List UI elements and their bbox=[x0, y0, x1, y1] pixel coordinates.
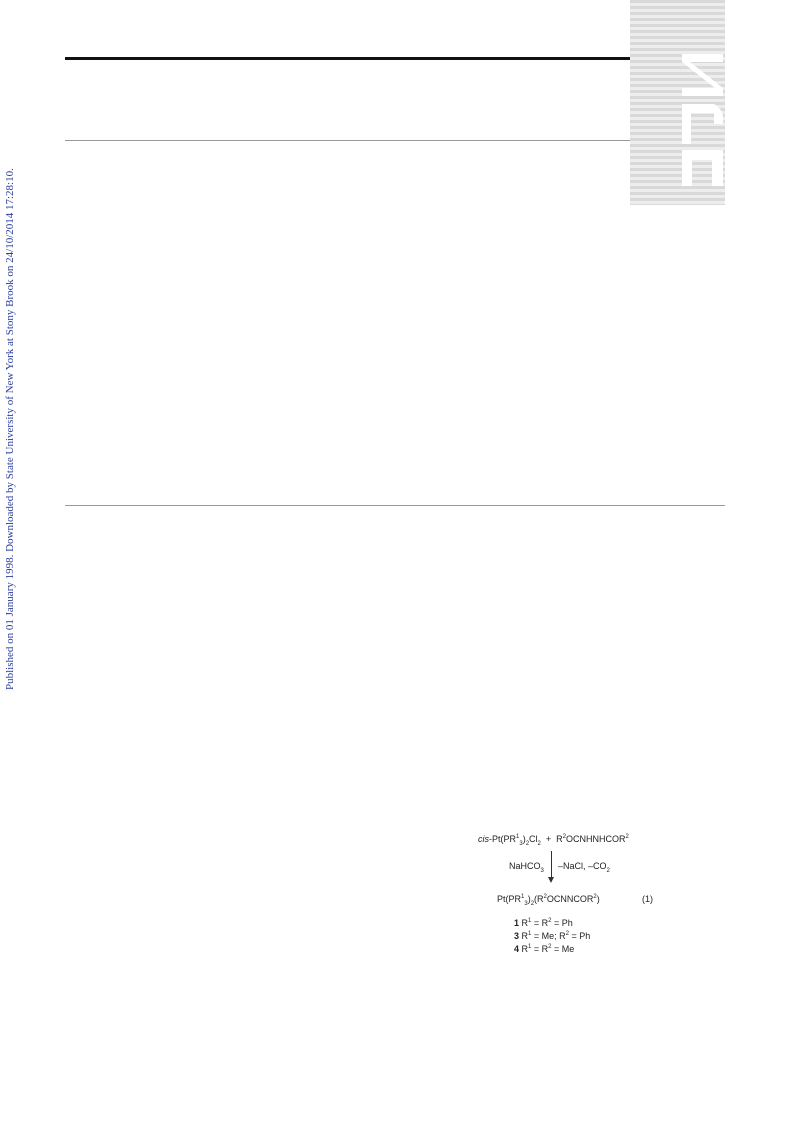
compound-text-b: = Me; R bbox=[531, 931, 566, 941]
compound-3: 3 $R^1 = Me$; $R^2 = Ph$ bbox=[514, 931, 591, 941]
njc-logo-icon bbox=[630, 0, 725, 205]
compound-text-c: = Me bbox=[551, 944, 575, 954]
reagent-text: NaHCO bbox=[509, 861, 541, 871]
download-notice[interactable]: Published on 01 January 1998. Downloaded by State University of New York at Stony Brook on 24/10/2014 17:28:10. bbox=[4, 168, 16, 690]
compound-number: 1 bbox=[514, 918, 520, 928]
compound-text-c: = Ph bbox=[551, 918, 573, 928]
compound-number: 4 bbox=[514, 944, 520, 954]
header-rule-thick bbox=[65, 57, 630, 60]
compound-text-a: R bbox=[521, 931, 529, 941]
product-complex: Pt(PR bbox=[497, 894, 522, 904]
compound-text-a: R bbox=[521, 918, 529, 928]
section-divider bbox=[65, 505, 725, 506]
header-rule-thin bbox=[65, 140, 630, 141]
product-line: $Pt(PR^1_3)_2(R^2OCNNCOR^2)$ bbox=[497, 894, 600, 907]
journal-banner bbox=[630, 0, 725, 205]
compound-4: 4 $R^1 = R^2 = Me$ bbox=[514, 944, 575, 954]
compound-text-b: = R bbox=[531, 944, 549, 954]
product-ligand: OCNNCOR bbox=[546, 894, 594, 904]
compound-1: 1 $R^1 = R^2 = Ph$ bbox=[514, 918, 573, 928]
hydrazine-reagent: OCNHNHCOR bbox=[565, 834, 626, 844]
compound-text-b: = R bbox=[531, 918, 549, 928]
equation-number: (1) bbox=[642, 894, 653, 904]
compound-text-c: = Ph bbox=[568, 931, 591, 941]
reagent-label: NaHCO$_3$ bbox=[509, 861, 544, 874]
cis-prefix: cis bbox=[478, 834, 489, 844]
byproducts-text: –NaCl, –CO bbox=[558, 861, 607, 871]
reactants-line: cis-$Pt(PR^1_3)_2Cl_2$ + $R^2OCNHNHCOR^2$ bbox=[478, 834, 629, 847]
compound-number: 3 bbox=[514, 931, 520, 941]
reaction-scheme bbox=[478, 834, 678, 964]
platinum-complex-tail: ) bbox=[522, 834, 526, 844]
reaction-arrow-icon bbox=[551, 851, 552, 878]
platinum-complex: -Pt(PR bbox=[489, 834, 516, 844]
compound-text-a: R bbox=[521, 944, 529, 954]
byproducts-label: –NaCl, $-CO_2$ bbox=[558, 861, 610, 874]
